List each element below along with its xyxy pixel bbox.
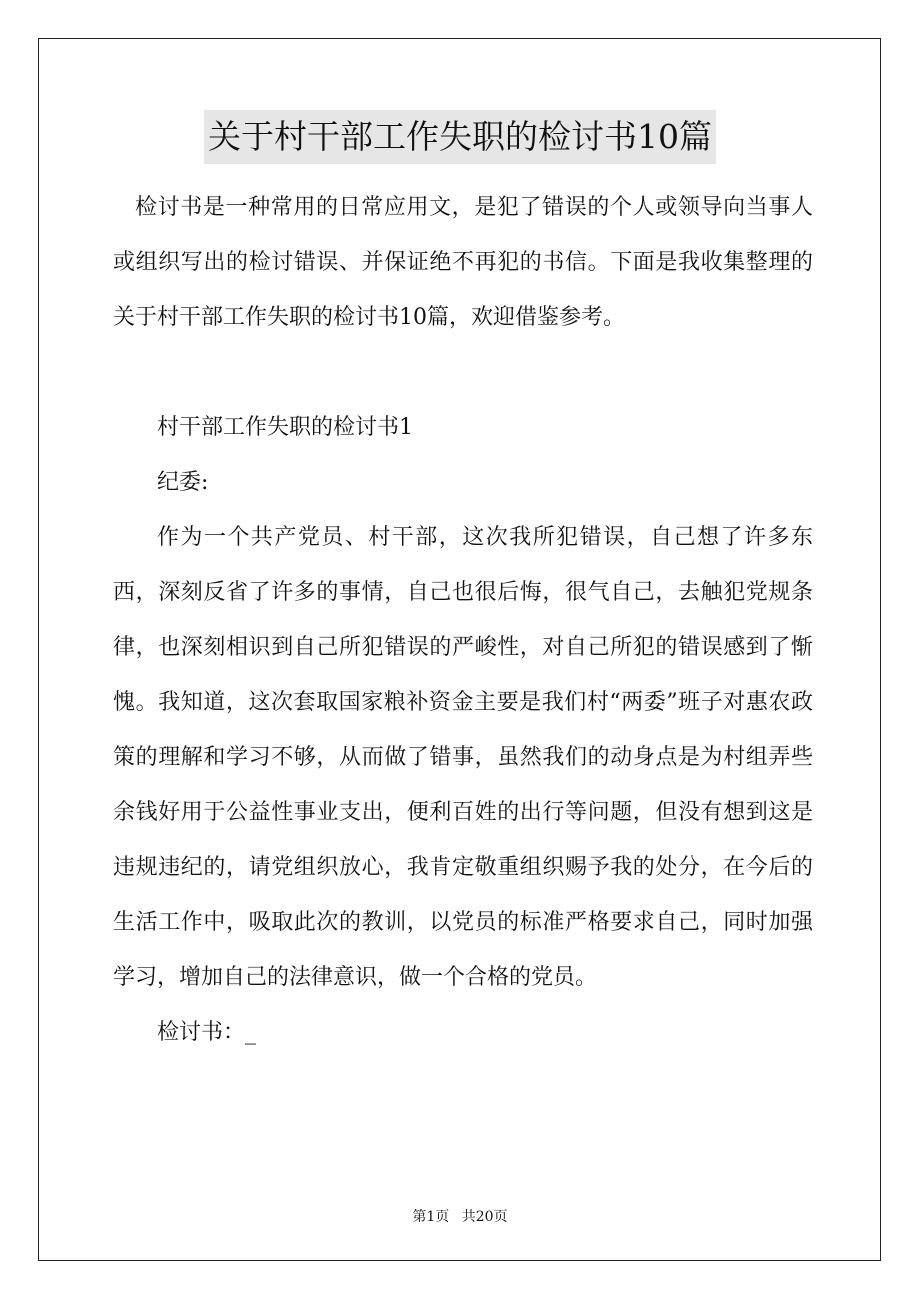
page-footer bbox=[0, 1207, 920, 1227]
signature-line: 检讨书：_ bbox=[157, 1020, 257, 1045]
document-title: 关于村干部工作失职的检讨书10篇 bbox=[204, 110, 716, 164]
page-total: 共20页 bbox=[461, 1209, 508, 1225]
title-container bbox=[0, 110, 920, 164]
salutation: 纪委: bbox=[157, 470, 209, 495]
body-paragraph: 作为一个共产党员、村干部，这次我所犯错误，自己想了许多东西，深刻反省了许多的事情，自己也很后悔，很气自己，去触犯党规条律，也深刻相识到自己所犯错误的严峻性，对自己所犯的错误感到了惭愧。我知道，这次套取国家粮补资金主要是我们村“两委”班子对惠农政策的理解和学习不够，从而做了错事，虽然我们的动身点是为村组弄些余钱好用于公益性事业支出，便利百姓的出行等问题，但没有想到这是违规违纪的，请党组织放心，我肯定敬重组织赐予我的处分，在今后的生活工作中，吸取此次的教训，以党员的标准严格要求自己，同时加强学习，增加自己的法律意识，做一个合格的党员。 bbox=[113, 525, 813, 990]
document-body bbox=[113, 180, 813, 1060]
section-heading: 村干部工作失职的检讨书1 bbox=[157, 415, 413, 440]
spacer bbox=[113, 345, 813, 400]
intro-paragraph: 检讨书是一种常用的日常应用文，是犯了错误的个人或领导向当事人或组织写出的检讨错误、并保证绝不再犯的书信。下面是我收集整理的关于村干部工作失职的检讨书10篇，欢迎借鉴参考。 bbox=[113, 195, 813, 330]
page-number: 第1页 bbox=[412, 1209, 450, 1225]
